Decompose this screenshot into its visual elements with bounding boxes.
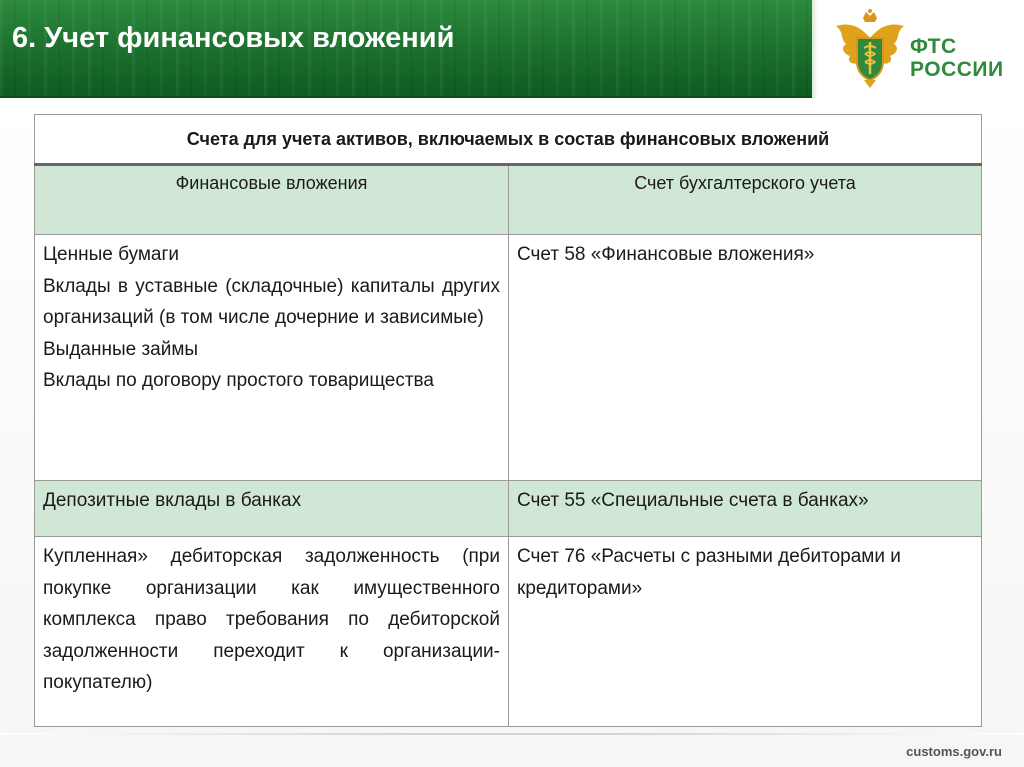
row-account-cell: Счет 55 «Специальные счета в банках» — [509, 481, 982, 537]
list-item: Выданные займы — [43, 338, 199, 360]
footer-divider — [0, 733, 1024, 735]
table-row — [35, 537, 982, 727]
list-item: Депозитные вклады в банках — [43, 490, 302, 511]
column-header-investments: Финансовые вложения — [35, 165, 509, 235]
list-item: Купленная» дебиторская задолженность (при покупке организации как имущественного комплекса право требования по дебиторской задолженности переходит к организации-покупателю) — [43, 546, 500, 693]
logo-separator — [812, 0, 818, 98]
row-account-cell: Счет 76 «Расчеты с разными дебиторами и кредиторами» — [509, 537, 982, 727]
table-row — [35, 481, 982, 537]
list-item: Вклады по договору простого товарищества — [43, 370, 434, 391]
page-title: 6. Учет финансовых вложений — [12, 22, 455, 54]
row-investments-cell — [35, 537, 509, 727]
logo-text-line2: РОССИИ — [910, 58, 1004, 81]
logo-area — [812, 0, 1024, 98]
list-item: Ценные бумаги — [43, 244, 180, 265]
double-headed-eagle-emblem-icon — [830, 8, 910, 90]
logo-text-line1: ФТС — [910, 35, 957, 58]
table-caption: Счета для учета активов, включаемых в состав финансовых вложений — [35, 115, 982, 165]
list-item: Вклады в уставные (складочные) капиталы других организаций (в том числе дочерние и зависимые) — [43, 275, 500, 328]
row-investments-cell — [35, 235, 509, 481]
footer-url: customs.gov.ru — [906, 744, 1002, 759]
table-row — [35, 235, 982, 481]
row-account-cell: Счет 58 «Финансовые вложения» — [509, 235, 982, 481]
column-header-account: Счет бухгалтерского учета — [509, 165, 982, 235]
row-investments-cell — [35, 481, 509, 537]
header-banner — [0, 0, 812, 98]
accounts-table — [34, 114, 982, 727]
